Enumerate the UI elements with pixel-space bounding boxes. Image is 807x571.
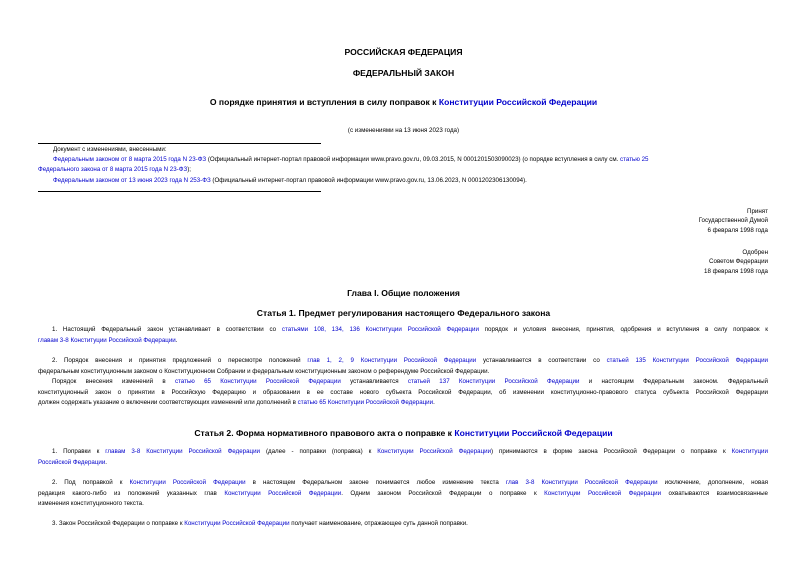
p2-text-a: 2. Порядок внесения и принятия предложений о пересмотре положений	[52, 357, 308, 364]
divider-bottom	[38, 191, 321, 192]
changes-item-1	[53, 156, 649, 163]
article-25-link[interactable]: статью 25	[620, 156, 649, 163]
constitution-link-6[interactable]: Конституции Российской Федерации	[224, 489, 342, 497]
article-1-paragraph-2	[38, 356, 768, 409]
a2p1-text-c: ) принимаются в форме закона Российской Федерации о поправке к	[491, 448, 732, 455]
article-65-link-2[interactable]: статью 65 Конституции Российской Федерации	[297, 399, 434, 406]
chapters-1-2-9-link[interactable]: глав 1, 2, 9 Конституции Российской Федерации	[307, 357, 477, 364]
constitution-link-4-cont[interactable]: Российской Федерации	[38, 458, 106, 466]
a2p2-text-d: редакция какого-либо из положений указанных глав	[38, 489, 225, 497]
article-65-link[interactable]: статью 65 Конституции Российской Федерации	[174, 378, 341, 385]
law-type-heading: ФЕДЕРАЛЬНЫЙ ЗАКОН	[352, 68, 455, 78]
p3-text-d: конституционный закон о принятии в Российскую Федерацию и образовании в ее составе нового субъекта Российской Федерации, об изменении конституционно-правового статуса субъекта Российской Федерации	[38, 388, 768, 396]
a2p2-text-g: изменения конституционного текста.	[38, 500, 144, 507]
article-135-link[interactable]: статьей 135 Конституции Российской Федерации	[606, 357, 768, 364]
p3-text-e: должен содержать указание о включении соответствующих изменений или дополнений в	[38, 399, 298, 406]
article-2-title	[0, 428, 807, 438]
article-1-paragraph-1	[38, 325, 768, 346]
constitution-link-5[interactable]: Конституции Российской Федерации	[129, 479, 246, 486]
article-1-title: Статья 1. Предмет регулирования настоящего Федерального закона	[256, 308, 551, 318]
changes-item-1-tail: );	[187, 166, 191, 173]
approved-by: Советом Федерации	[709, 258, 768, 265]
country-heading: РОССИЙСКАЯ ФЕДЕРАЦИЯ	[344, 47, 463, 57]
a2p2-text-a: 2. Под поправкой к	[52, 479, 130, 486]
constitution-link-2[interactable]: Конституции Российской Федерации	[454, 428, 613, 438]
p3-text-a: Порядок внесения изменений в	[52, 378, 175, 385]
approved-date: 18 февраля 1998 года	[704, 268, 768, 275]
constitution-link-8[interactable]: Конституции Российской Федерации	[184, 520, 290, 527]
changes-item-2	[53, 177, 527, 184]
p2-text-b: устанавливается в соответствии со	[476, 357, 607, 364]
a2p1-text-d: .	[105, 458, 108, 466]
article-2-paragraph-3	[38, 519, 768, 530]
chapters-3-8-link[interactable]: главам 3-8 Конституции Российской Федерации	[38, 336, 176, 344]
p2-text-c: федеральным конституционным законом о Конституционном Собрании и федеральным конституционным законом о референдуме Российской Федерации.	[38, 367, 490, 375]
law-23fz-link[interactable]: Федеральным законом от 8 марта 2015 года N 23-ФЗ	[53, 156, 207, 163]
chapter-1-title: Глава I. Общие положения	[347, 288, 460, 298]
adopted-label: Принят	[747, 208, 768, 215]
p1-text-a: 1. Настоящий Федеральный закон устанавливает в соответствии со	[52, 326, 282, 333]
constitution-link[interactable]: Конституции Российской Федерации	[438, 97, 598, 107]
a2p3-text-b: получает наименование, отражающее суть данной поправки.	[289, 520, 468, 527]
a2p1-text-a: 1. Поправки к	[52, 448, 106, 455]
a2p2-text-f: охватываются взаимосвязанные	[661, 489, 768, 497]
a2p1-text-b: (далее - поправки (поправка) к	[260, 448, 378, 455]
chapters-3-8-link-3[interactable]: глав 3-8 Конституции Российской Федерации	[505, 479, 658, 486]
changes-item-1-text: (Официальный интернет-портал правовой информации www.pravo.gov.ru, 09.03.2015, N 0001201503090023) (о порядке вступления в силу см.	[206, 156, 621, 163]
divider-top	[38, 143, 321, 144]
adopted-by: Государственной Думой	[698, 217, 768, 224]
chapters-3-8-link-2[interactable]: главам 3-8 Конституции Российской Федерации	[105, 448, 260, 455]
constitution-link-4[interactable]: Конституции	[731, 448, 768, 455]
law-title-text: О порядке принятия и вступления в силу поправок к	[209, 97, 439, 107]
adopted-date: 6 февраля 1998 года	[707, 227, 768, 234]
a2p2-text-c: исключение, дополнение, новая	[657, 479, 768, 486]
articles-108-134-136-link[interactable]: статьями 108, 134, 136 Конституции Российской Федерации	[281, 326, 479, 333]
a2p3-text-a: 3. Закон Российской Федерации о поправке к	[52, 520, 185, 527]
p3-text-c: и настоящим Федеральным законом. Федеральный	[579, 378, 769, 385]
law-23fz-link-2[interactable]: Федерального закона от 8 марта 2015 года N 23-ФЗ	[38, 166, 188, 173]
p1-text-c: .	[175, 336, 178, 344]
article-2-paragraph-2	[38, 478, 768, 510]
a2p2-text-e: . Одним законом Российской Федерации о поправке к	[341, 489, 545, 497]
article-2-paragraph-1	[38, 447, 768, 468]
a2p2-text-b: в настоящем Федеральном законе понимается любое изменение текста	[245, 479, 506, 486]
constitution-link-7[interactable]: Конституции Российской Федерации	[544, 489, 662, 497]
article-137-link[interactable]: статьей 137 Конституции Российской Федерации	[407, 378, 580, 385]
revision-note: (с изменениями на 13 июня 2023 года)	[347, 127, 460, 134]
p3-text-b: устанавливается	[340, 378, 408, 385]
changes-item-2-text: (Официальный интернет-портал правовой информации www.pravo.gov.ru, 13.06.2023, N 0001202306130094).	[210, 177, 527, 184]
changes-intro: Документ с изменениями, внесенными:	[53, 146, 167, 153]
law-title	[0, 97, 807, 107]
approved-label: Одобрен	[742, 249, 768, 256]
p1-text-b: порядок и условия внесения, принятия, одобрения и вступления в силу поправок к	[478, 326, 768, 333]
article-2-title-text: Статья 2. Форма нормативного правового акта о поправке к	[194, 428, 455, 438]
changes-item-1-line2	[38, 166, 191, 173]
law-253fz-link[interactable]: Федеральным законом от 13 июня 2023 года N 253-ФЗ	[53, 177, 211, 184]
constitution-link-3[interactable]: Конституции Российской Федерации	[377, 448, 492, 455]
p3-text-f: .	[433, 399, 435, 406]
